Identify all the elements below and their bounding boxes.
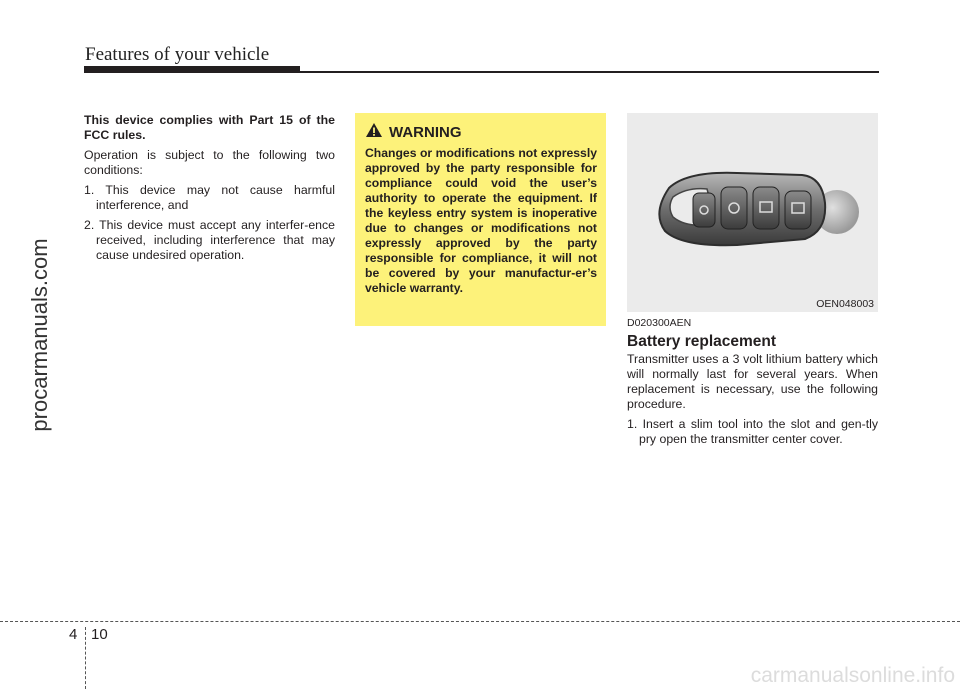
key-fob-figure	[627, 113, 878, 312]
left-column	[84, 113, 335, 268]
section-code: D020300AEN	[627, 317, 692, 329]
condition-item-1: 1. This device may not cause harmful interference, and	[84, 183, 335, 212]
figure-id: OEN048003	[816, 298, 874, 310]
battery-paragraph: Transmitter uses a 3 volt lithium battery which will normally last for several years. When replacement is necessary, use the following procedure.	[627, 352, 878, 411]
condition-item-2: 2. This device must accept any interfer-ence received, including interference that may cause undesired operation.	[84, 218, 335, 262]
warning-title: WARNING	[389, 124, 462, 141]
section-heading: Battery replacement	[627, 333, 777, 350]
header-rule	[84, 71, 879, 73]
warning-text: Changes or modifications not expressly approved by the party responsible for compliance could void the user’s authority to operate the equipment. If the keyless entry system is inoperative due to changes or modifications not expressly approved by the party responsible for compliance, it will not be covered by your manufactur-er’s vehicle warranty.	[365, 146, 597, 295]
procedure-step-1: 1. Insert a slim tool into the slot and gen-tly pry open the transmitter center cover.	[627, 417, 878, 446]
chapter-number: 4	[69, 626, 78, 643]
page-number: 10	[91, 626, 108, 643]
page-header-title: Features of your vehicle	[85, 44, 270, 65]
side-watermark: procarmanuals.com	[27, 238, 52, 432]
footer-divider	[85, 627, 86, 689]
warning-box	[355, 113, 606, 326]
key-fob-illustration	[627, 113, 878, 312]
footer-rule	[0, 621, 960, 622]
right-column	[627, 316, 878, 452]
fcc-compliance-statement: This device complies with Part 15 of the FCC rules.	[84, 113, 335, 142]
conditions-intro: Operation is subject to the following two conditions:	[84, 148, 335, 177]
bottom-watermark: carmanualsonline.info	[750, 664, 955, 687]
warning-triangle-icon	[365, 122, 383, 143]
